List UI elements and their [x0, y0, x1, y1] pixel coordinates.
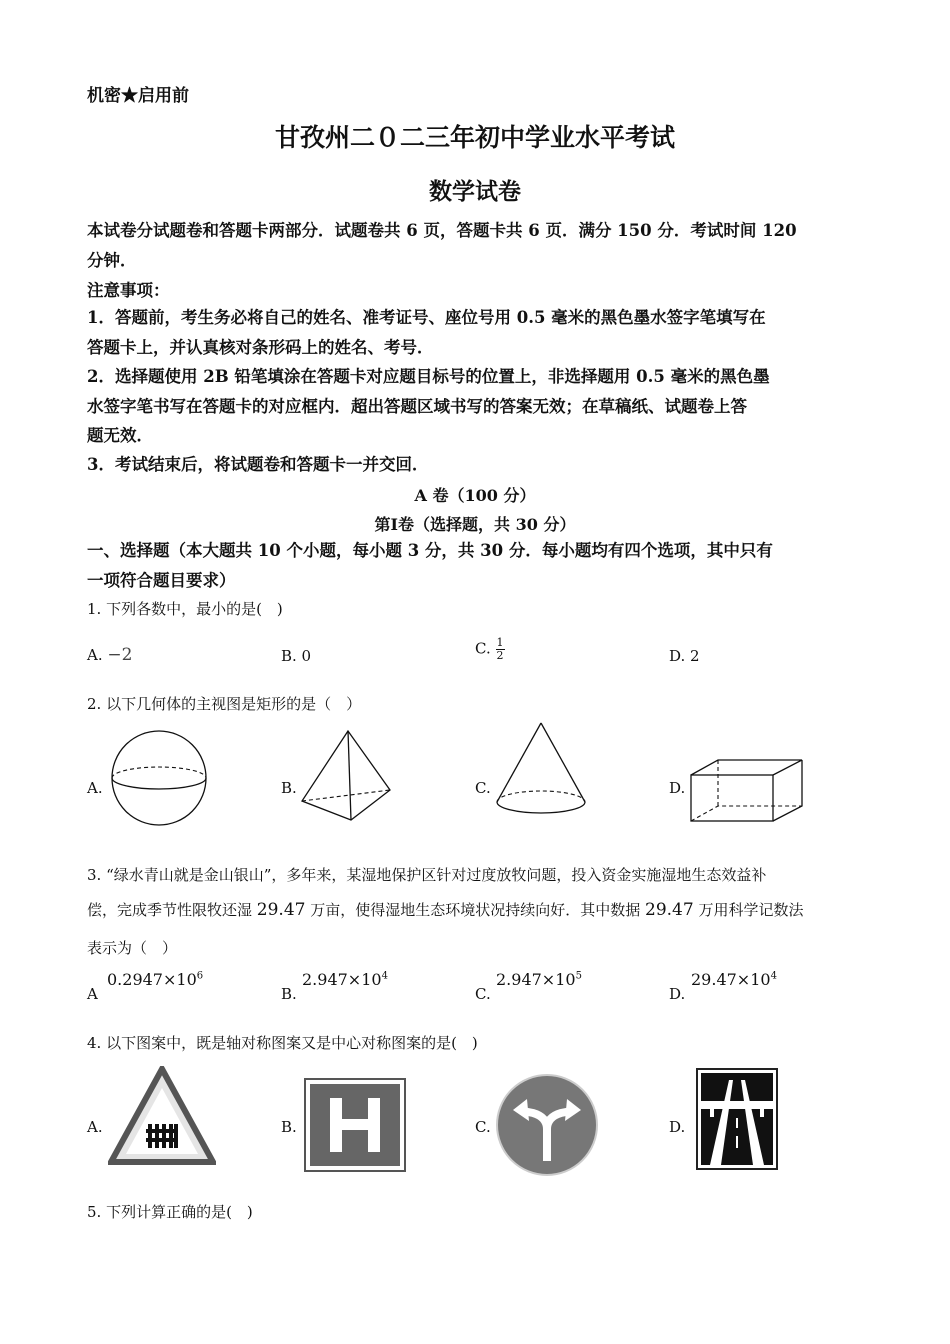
- q3-text: 万亩，使得湿地生态环境状况持续向好．其中数据: [305, 901, 645, 919]
- q1-option-d: D. 2: [669, 647, 700, 665]
- q1-option-c-fraction: [496, 637, 505, 662]
- railway-crossing-sign-icon: [108, 1066, 216, 1166]
- q1-option-a-label: A.: [87, 646, 103, 664]
- confidential-mark: 机密★启用前: [87, 86, 189, 106]
- choice-section-line-1: 一、选择题（本大题共 10 个小题，每小题 3 分，共 30 分．每小题均有四个选项，其中只有: [87, 541, 773, 560]
- fraction-denominator: 2: [496, 649, 504, 662]
- cuboid-figure: [688, 758, 806, 824]
- q3-option-a-base: 0.2947×10: [107, 970, 197, 989]
- notice-title: 注意事项：: [87, 281, 170, 300]
- q2-stem: 2. 以下几何体的主视图是矩形的是（ ）: [87, 695, 362, 713]
- part1-heading: 第Ⅰ卷（选择题，共 30 分）: [374, 515, 576, 534]
- q5-stem: 5. 下列计算正确的是( ): [87, 1203, 253, 1221]
- q3-option-c-exp: 5: [575, 970, 582, 982]
- q3-option-a-label: A: [87, 985, 98, 1003]
- note-line-1: 1．答题前，考生务必将自己的姓名、准考证号、座位号用 0.5 毫米的黑色墨水签字笔填写在: [87, 308, 766, 327]
- q2-label-a: A.: [87, 779, 103, 797]
- q3-option-c-base: 2.947×10: [496, 970, 576, 989]
- note-line-2: 答题卡上，并认真核对条形码上的姓名、考号．: [87, 338, 434, 357]
- note-line-4: 水签字笔书写在答题卡的对应框内．超出答题区域书写的答案无效；在草稿纸、试题卷上答: [87, 397, 747, 416]
- note-line-5: 题无效．: [87, 426, 153, 445]
- q3-value: 29.47: [256, 900, 306, 920]
- exam-title: 甘孜州二０二三年初中学业水平考试: [274, 123, 675, 152]
- left-right-turn-sign-icon: [495, 1073, 599, 1177]
- q3-text: 万用科学记数法: [693, 901, 804, 919]
- q3-option-a-exp: 6: [196, 970, 204, 982]
- q3-line-3: 表示为（ ）: [87, 939, 178, 957]
- q3-text: 偿，完成季节性限牧还湿: [87, 901, 257, 919]
- q4-label-a: A.: [87, 1118, 103, 1136]
- a-volume-heading: A 卷（100 分）: [414, 486, 536, 505]
- q3-option-b-exp: 4: [381, 970, 388, 982]
- q3-option-c-label: C.: [475, 985, 491, 1003]
- q1-option-c-label: C.: [475, 639, 491, 658]
- q3-option-b-base: 2.947×10: [302, 970, 382, 989]
- tetrahedron-figure: [298, 728, 394, 823]
- exam-subtitle: 数学试卷: [429, 178, 521, 205]
- expressway-sign-icon: [696, 1068, 778, 1170]
- note-line-6: 3．考试结束后，将试题卷和答题卡一并交回．: [87, 455, 429, 474]
- q2-label-c: C.: [475, 779, 491, 797]
- q3-value: 29.47: [645, 900, 694, 920]
- q3-option-b-value: [302, 970, 388, 989]
- q2-label-d: D.: [669, 779, 686, 797]
- q3-option-c-value: [496, 970, 582, 989]
- q1-option-c: [475, 637, 505, 662]
- cone-figure: [493, 720, 589, 824]
- hospital-sign-icon: [304, 1078, 406, 1172]
- q2-label-b: B.: [281, 779, 297, 797]
- choice-section-line-2: 一项符合题目要求）: [87, 571, 236, 590]
- q1-option-b: B. 0: [281, 647, 312, 665]
- q4-label-c: C.: [475, 1118, 491, 1136]
- intro-line-2: 分钟．: [87, 251, 137, 270]
- q4-label-b: B.: [281, 1118, 297, 1136]
- q1-option-a: [87, 645, 132, 665]
- q3-line-2: [87, 899, 803, 920]
- q3-option-d-label: D.: [669, 985, 686, 1003]
- q3-line-1: 3. “绿水青山就是金山银山”，多年来，某湿地保护区针对过度放牧问题，投入资金实施湿地生态效益补: [87, 866, 767, 884]
- q3-option-d-value: [691, 970, 777, 989]
- q4-stem: 4. 以下图案中，既是轴对称图案又是中心对称图案的是( ): [87, 1034, 478, 1052]
- intro-line-1: 本试卷分试题卷和答题卡两部分．试题卷共 6 页，答题卡共 6 页．满分 150 分．考试时间 120: [87, 221, 797, 240]
- q3-option-d-exp: 4: [770, 970, 777, 982]
- fraction-numerator: 1: [496, 636, 504, 649]
- q3-option-a-value: [107, 970, 203, 989]
- q3-option-b-label: B.: [281, 985, 297, 1003]
- q1-option-a-value: −2: [107, 645, 133, 665]
- sphere-figure: [104, 728, 214, 828]
- q3-option-d-base: 29.47×10: [691, 970, 771, 989]
- note-line-3: 2．选择题使用 2B 铅笔填涂在答题卡对应题目标号的位置上，非选择题用 0.5 毫米的黑色墨: [87, 367, 770, 386]
- q4-label-d: D.: [669, 1118, 686, 1136]
- q1-stem: 1. 下列各数中，最小的是( ): [87, 600, 283, 618]
